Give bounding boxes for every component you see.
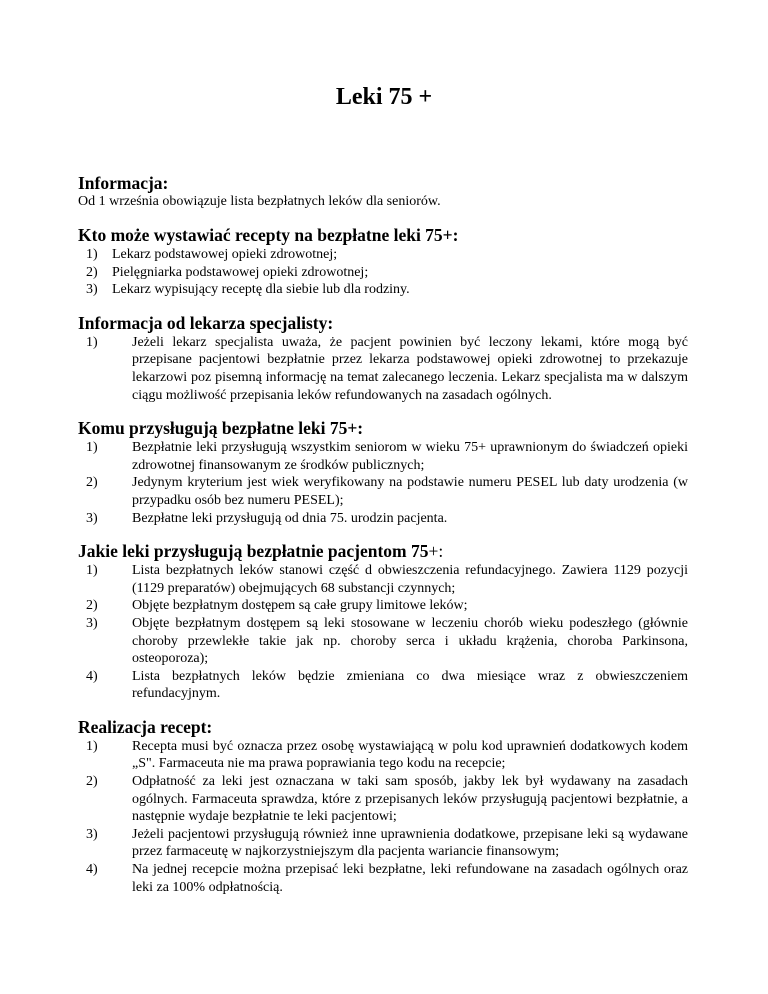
list-item: [78, 615, 688, 668]
page-title: Leki 75 +: [335, 84, 433, 110]
item-number: 3): [86, 615, 98, 631]
item-text: Lekarz wypisujący receptę dla siebie lub dla rodziny.: [112, 282, 410, 298]
list-item: [78, 334, 688, 404]
item-text: Objęte bezpłatnym dostępem są leki stosowane w leczeniu chorób wieku podeszłego (głównie choroby przewlekłe takie jak np. choroby serca i układu krążenia, choroba Parkinsona, osteoporoza);: [132, 615, 688, 667]
numbered-list: [78, 246, 688, 299]
item-text: Na jednej recepcie można przepisać leki bezpłatne, leki refundowane na zasadach ogólnych oraz leki za 100% odpłatnością.: [132, 862, 688, 895]
list-item: [78, 668, 688, 703]
item-number: 3): [86, 510, 98, 526]
item-number: 1): [86, 334, 98, 350]
numbered-list: [78, 738, 688, 896]
list-item: [78, 264, 688, 282]
list-item: [78, 246, 688, 264]
section-jakie-leki: [78, 541, 688, 703]
section-informacja-od-specjalisty: [78, 313, 688, 404]
section-heading: Informacja:: [78, 173, 169, 193]
item-number: 1): [86, 563, 98, 579]
section-kto-moze-wystawiac: [78, 225, 688, 299]
list-item: [78, 597, 688, 615]
section-heading: Realizacja recept:: [78, 716, 213, 737]
item-number: 1): [86, 247, 98, 262]
item-number: 2): [86, 598, 98, 614]
item-text: Pielęgniarka podstawowej opieki zdrowotnej;: [112, 264, 369, 280]
item-number: 3): [86, 826, 98, 842]
list-item: [78, 281, 688, 299]
section-heading: Kto może wystawiać recepty na bezpłatne leki 75+:: [78, 225, 459, 245]
item-text: Bezpłatnie leki przysługują wszystkim seniorom w wieku 75+ uprawnionym do świadczeń opieki zdrowotnej finansowanym ze środków publicznych;: [132, 440, 688, 473]
item-text: Lekarz podstawowej opieki zdrowotnej;: [112, 247, 338, 262]
item-number: 2): [86, 774, 98, 790]
item-number: 1): [86, 440, 98, 456]
list-item: [78, 773, 688, 826]
item-text: Jeżeli lekarz specjalista uważa, że pacjent powinien być leczony lekami, które mogą być przepisane pacjentowi bezpłatnie przez lekarza podstawowej opieki zdrowotnej to przekazuje lekarzowi poz pisemną informację na temat zalecanego leczenia. Lekarz specjalista ma w dalszym ciągu możliwość przepisania leków refundowanych na zasadach ogólnych.: [132, 334, 688, 403]
item-text: Recepta musi być oznacza przez osobę wystawiającą w polu kod uprawnień dodatkowych kodem „S". Farmaceuta nie ma prawa poprawiania tego kodu na recepcie;: [132, 738, 688, 772]
section-heading: [78, 541, 688, 561]
item-number: 4): [86, 862, 98, 878]
document-body: [78, 173, 688, 910]
list-item: [78, 510, 688, 528]
item-text: Bezpłatne leki przysługują od dnia 75. urodzin pacjenta.: [132, 510, 448, 526]
item-number: 2): [86, 475, 98, 491]
section-text: Od 1 września obowiązuje lista bezpłatnych leków dla seniorów.: [78, 194, 441, 209]
list-item: [78, 861, 688, 896]
section-heading: Komu przysługują bezpłatne leki 75+:: [78, 418, 364, 439]
item-text: Objęte bezpłatnym dostępem są całe grupy limitowe leków;: [132, 598, 468, 614]
section-realizacja-recept: [78, 717, 688, 896]
heading-text: Jakie leki przysługują bezpłatnie pacjentom 75: [78, 541, 429, 562]
list-item: [78, 562, 688, 597]
item-number: 3): [86, 282, 98, 298]
item-number: 2): [86, 264, 98, 280]
list-item: [78, 474, 688, 509]
heading-suffix: +:: [428, 541, 444, 562]
list-item: [78, 738, 688, 773]
section-komu-przysluguja: [78, 418, 688, 527]
item-text: Jedynym kryterium jest wiek weryfikowany na podstawie numeru PESEL lub daty urodzenia (w przypadku osób bez numeru PESEL);: [132, 475, 688, 508]
item-text: Lista bezpłatnych leków będzie zmieniana co dwa miesiące wraz z obwieszczeniem refundacyjnym.: [132, 668, 688, 702]
list-item: [78, 439, 688, 474]
list-item: [78, 826, 688, 861]
section-informacja: [78, 173, 688, 211]
item-text: Jeżeli pacjentowi przysługują również inne uprawnienia dodatkowe, przepisane leki są wydawane przez farmaceutę w najkorzystniejszym dla pacjenta wariancie finansowym;: [132, 826, 688, 860]
numbered-list: [78, 439, 688, 527]
item-number: 1): [86, 738, 98, 754]
numbered-list: [78, 562, 688, 703]
item-text: Odpłatność za leki jest oznaczana w taki sam sposób, jakby lek był wydawany na zasadach ogólnych. Farmaceuta sprawdza, które z przepisanych leków przysługują pacjentowi bezpłatnie, a następnie wydaje bezpłatnie te leki pacjentowi;: [132, 774, 688, 825]
numbered-list: [78, 334, 688, 404]
item-text: Lista bezpłatnych leków stanowi część d obwieszczenia refundacyjnego. Zawiera 1129 pozycji (1129 preparatów) obejmujących 68 substancji czynnych;: [132, 563, 688, 596]
item-number: 4): [86, 668, 98, 684]
section-heading: Informacja od lekarza specjalisty:: [78, 312, 334, 333]
